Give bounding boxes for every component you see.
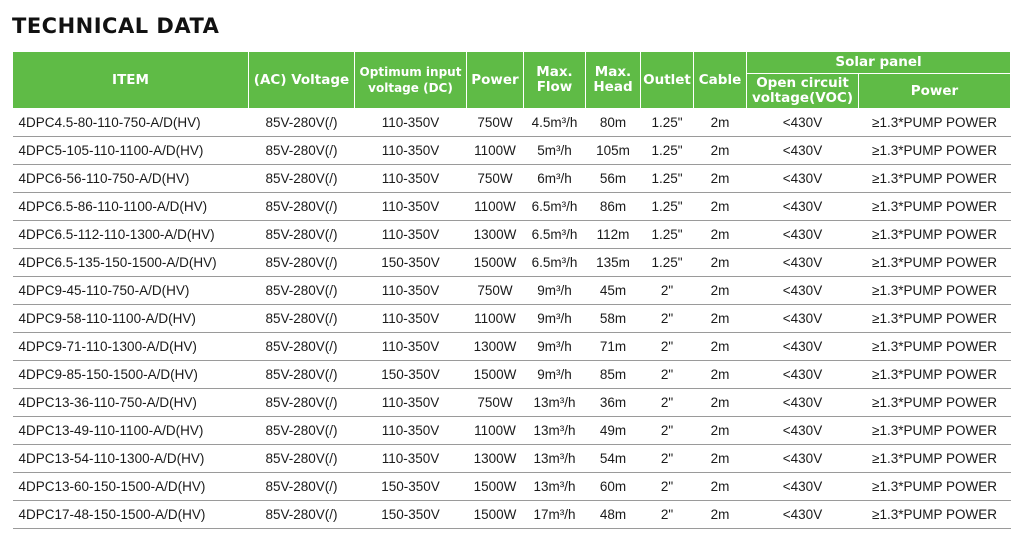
- power-cell: 1300W: [467, 221, 524, 249]
- item-cell: 4DPC9-71-110-1300-A/D(HV): [13, 333, 249, 361]
- max-head-cell: 86m: [586, 193, 641, 221]
- solar-power-cell: ≥1.3*PUMP POWER: [859, 473, 1011, 501]
- open-circuit-voltage-cell: <430V: [747, 501, 859, 529]
- solar-power-cell: ≥1.3*PUMP POWER: [859, 249, 1011, 277]
- max-flow-cell: 9m³/h: [524, 333, 586, 361]
- header-item: ITEM: [13, 52, 249, 109]
- table-body: [13, 109, 1011, 529]
- solar-power-cell: ≥1.3*PUMP POWER: [859, 361, 1011, 389]
- table-row: [13, 193, 1011, 221]
- cable-cell: 2m: [694, 389, 747, 417]
- solar-power-cell: ≥1.3*PUMP POWER: [859, 333, 1011, 361]
- ac-voltage-cell: 85V-280V(/): [249, 305, 355, 333]
- open-circuit-voltage-cell: <430V: [747, 305, 859, 333]
- solar-power-cell: ≥1.3*PUMP POWER: [859, 193, 1011, 221]
- max-head-cell: 105m: [586, 137, 641, 165]
- power-cell: 750W: [467, 109, 524, 137]
- max-flow-cell: 6.5m³/h: [524, 221, 586, 249]
- solar-power-cell: ≥1.3*PUMP POWER: [859, 109, 1011, 137]
- ac-voltage-cell: 85V-280V(/): [249, 361, 355, 389]
- cable-cell: 2m: [694, 417, 747, 445]
- max-flow-cell: 9m³/h: [524, 361, 586, 389]
- table-row: [13, 221, 1011, 249]
- max-flow-cell: 5m³/h: [524, 137, 586, 165]
- power-cell: 1100W: [467, 305, 524, 333]
- table-row: [13, 501, 1011, 529]
- table-row: [13, 109, 1011, 137]
- open-circuit-voltage-cell: <430V: [747, 165, 859, 193]
- optimum-voltage-cell: 110-350V: [355, 137, 467, 165]
- power-cell: 1500W: [467, 501, 524, 529]
- ac-voltage-cell: 85V-280V(/): [249, 165, 355, 193]
- cable-cell: 2m: [694, 305, 747, 333]
- open-circuit-voltage-cell: <430V: [747, 277, 859, 305]
- optimum-voltage-cell: 110-350V: [355, 109, 467, 137]
- header-power: Power: [467, 52, 524, 109]
- open-circuit-voltage-cell: <430V: [747, 445, 859, 473]
- header-max-flow: Max. Flow: [524, 52, 586, 109]
- max-head-cell: 54m: [586, 445, 641, 473]
- cable-cell: 2m: [694, 445, 747, 473]
- power-cell: 750W: [467, 389, 524, 417]
- max-head-cell: 45m: [586, 277, 641, 305]
- table-row: [13, 361, 1011, 389]
- ac-voltage-cell: 85V-280V(/): [249, 445, 355, 473]
- open-circuit-voltage-cell: <430V: [747, 193, 859, 221]
- outlet-cell: 1.25": [641, 137, 694, 165]
- ac-voltage-cell: 85V-280V(/): [249, 137, 355, 165]
- solar-power-cell: ≥1.3*PUMP POWER: [859, 165, 1011, 193]
- outlet-cell: 2": [641, 305, 694, 333]
- power-cell: 750W: [467, 165, 524, 193]
- header-optimum-input-voltage: Optimum input voltage (DC): [355, 52, 467, 109]
- table-row: [13, 277, 1011, 305]
- optimum-voltage-cell: 110-350V: [355, 417, 467, 445]
- optimum-voltage-cell: 110-350V: [355, 193, 467, 221]
- max-flow-cell: 9m³/h: [524, 277, 586, 305]
- outlet-cell: 2": [641, 417, 694, 445]
- optimum-voltage-cell: 110-350V: [355, 389, 467, 417]
- item-cell: 4DPC17-48-150-1500-A/D(HV): [13, 501, 249, 529]
- optimum-voltage-cell: 150-350V: [355, 473, 467, 501]
- table-row: [13, 417, 1011, 445]
- header-max-head: Max. Head: [586, 52, 641, 109]
- power-cell: 1500W: [467, 473, 524, 501]
- outlet-cell: 2": [641, 389, 694, 417]
- table-row: [13, 305, 1011, 333]
- table-row: [13, 445, 1011, 473]
- ac-voltage-cell: 85V-280V(/): [249, 109, 355, 137]
- open-circuit-voltage-cell: <430V: [747, 473, 859, 501]
- max-head-cell: 48m: [586, 501, 641, 529]
- ac-voltage-cell: 85V-280V(/): [249, 221, 355, 249]
- open-circuit-voltage-cell: <430V: [747, 333, 859, 361]
- cable-cell: 2m: [694, 501, 747, 529]
- item-cell: 4DPC6.5-86-110-1100-A/D(HV): [13, 193, 249, 221]
- item-cell: 4DPC13-49-110-1100-A/D(HV): [13, 417, 249, 445]
- item-cell: 4DPC13-60-150-1500-A/D(HV): [13, 473, 249, 501]
- outlet-cell: 2": [641, 501, 694, 529]
- outlet-cell: 1.25": [641, 249, 694, 277]
- solar-power-cell: ≥1.3*PUMP POWER: [859, 445, 1011, 473]
- ac-voltage-cell: 85V-280V(/): [249, 333, 355, 361]
- item-cell: 4DPC13-36-110-750-A/D(HV): [13, 389, 249, 417]
- max-head-cell: 36m: [586, 389, 641, 417]
- open-circuit-voltage-cell: <430V: [747, 249, 859, 277]
- optimum-voltage-cell: 110-350V: [355, 445, 467, 473]
- outlet-cell: 2": [641, 361, 694, 389]
- table-row: [13, 137, 1011, 165]
- open-circuit-voltage-cell: <430V: [747, 389, 859, 417]
- max-flow-cell: 4.5m³/h: [524, 109, 586, 137]
- open-circuit-voltage-cell: <430V: [747, 109, 859, 137]
- max-flow-cell: 6m³/h: [524, 165, 586, 193]
- page-title: TECHNICAL DATA: [12, 14, 220, 38]
- max-head-cell: 49m: [586, 417, 641, 445]
- ac-voltage-cell: 85V-280V(/): [249, 501, 355, 529]
- outlet-cell: 1.25": [641, 193, 694, 221]
- item-cell: 4DPC13-54-110-1300-A/D(HV): [13, 445, 249, 473]
- solar-power-cell: ≥1.3*PUMP POWER: [859, 501, 1011, 529]
- outlet-cell: 1.25": [641, 109, 694, 137]
- table-row: [13, 165, 1011, 193]
- cable-cell: 2m: [694, 165, 747, 193]
- max-head-cell: 58m: [586, 305, 641, 333]
- max-head-cell: 112m: [586, 221, 641, 249]
- power-cell: 750W: [467, 277, 524, 305]
- solar-power-cell: ≥1.3*PUMP POWER: [859, 137, 1011, 165]
- optimum-voltage-cell: 150-350V: [355, 501, 467, 529]
- item-cell: 4DPC4.5-80-110-750-A/D(HV): [13, 109, 249, 137]
- solar-power-cell: ≥1.3*PUMP POWER: [859, 305, 1011, 333]
- max-head-cell: 135m: [586, 249, 641, 277]
- max-flow-cell: 13m³/h: [524, 389, 586, 417]
- max-flow-cell: 13m³/h: [524, 473, 586, 501]
- cable-cell: 2m: [694, 249, 747, 277]
- technical-data-table: [12, 51, 1011, 529]
- max-flow-cell: 6.5m³/h: [524, 193, 586, 221]
- cable-cell: 2m: [694, 221, 747, 249]
- ac-voltage-cell: 85V-280V(/): [249, 473, 355, 501]
- item-cell: 4DPC9-58-110-1100-A/D(HV): [13, 305, 249, 333]
- ac-voltage-cell: 85V-280V(/): [249, 417, 355, 445]
- ac-voltage-cell: 85V-280V(/): [249, 389, 355, 417]
- solar-power-cell: ≥1.3*PUMP POWER: [859, 389, 1011, 417]
- item-cell: 4DPC6.5-112-110-1300-A/D(HV): [13, 221, 249, 249]
- table-row: [13, 249, 1011, 277]
- cable-cell: 2m: [694, 137, 747, 165]
- header-cable: Cable: [694, 52, 747, 109]
- max-flow-cell: 9m³/h: [524, 305, 586, 333]
- header-ac-voltage: (AC) Voltage: [249, 52, 355, 109]
- max-flow-cell: 13m³/h: [524, 417, 586, 445]
- cable-cell: 2m: [694, 109, 747, 137]
- power-cell: 1300W: [467, 445, 524, 473]
- cable-cell: 2m: [694, 361, 747, 389]
- open-circuit-voltage-cell: <430V: [747, 417, 859, 445]
- cable-cell: 2m: [694, 333, 747, 361]
- header-solar-panel: Solar panel: [747, 52, 1011, 74]
- cable-cell: 2m: [694, 473, 747, 501]
- open-circuit-voltage-cell: <430V: [747, 137, 859, 165]
- item-cell: 4DPC5-105-110-1100-A/D(HV): [13, 137, 249, 165]
- ac-voltage-cell: 85V-280V(/): [249, 277, 355, 305]
- solar-power-cell: ≥1.3*PUMP POWER: [859, 277, 1011, 305]
- outlet-cell: 2": [641, 445, 694, 473]
- outlet-cell: 2": [641, 473, 694, 501]
- solar-power-cell: ≥1.3*PUMP POWER: [859, 221, 1011, 249]
- open-circuit-voltage-cell: <430V: [747, 221, 859, 249]
- outlet-cell: 2": [641, 333, 694, 361]
- max-head-cell: 85m: [586, 361, 641, 389]
- item-cell: 4DPC6-56-110-750-A/D(HV): [13, 165, 249, 193]
- solar-power-cell: ≥1.3*PUMP POWER: [859, 417, 1011, 445]
- power-cell: 1500W: [467, 361, 524, 389]
- header-solar-power: Power: [859, 74, 1011, 109]
- max-flow-cell: 6.5m³/h: [524, 249, 586, 277]
- max-head-cell: 71m: [586, 333, 641, 361]
- header-open-circuit-voltage: Open circuit voltage(VOC): [747, 74, 859, 109]
- power-cell: 1100W: [467, 417, 524, 445]
- outlet-cell: 2": [641, 277, 694, 305]
- outlet-cell: 1.25": [641, 221, 694, 249]
- cable-cell: 2m: [694, 277, 747, 305]
- optimum-voltage-cell: 150-350V: [355, 361, 467, 389]
- optimum-voltage-cell: 150-350V: [355, 249, 467, 277]
- table-row: [13, 333, 1011, 361]
- optimum-voltage-cell: 110-350V: [355, 305, 467, 333]
- ac-voltage-cell: 85V-280V(/): [249, 193, 355, 221]
- max-head-cell: 80m: [586, 109, 641, 137]
- table-row: [13, 389, 1011, 417]
- optimum-voltage-cell: 110-350V: [355, 165, 467, 193]
- power-cell: 1300W: [467, 333, 524, 361]
- max-flow-cell: 13m³/h: [524, 445, 586, 473]
- ac-voltage-cell: 85V-280V(/): [249, 249, 355, 277]
- outlet-cell: 1.25": [641, 165, 694, 193]
- power-cell: 1100W: [467, 137, 524, 165]
- optimum-voltage-cell: 110-350V: [355, 333, 467, 361]
- item-cell: 4DPC6.5-135-150-1500-A/D(HV): [13, 249, 249, 277]
- max-head-cell: 60m: [586, 473, 641, 501]
- optimum-voltage-cell: 110-350V: [355, 277, 467, 305]
- cable-cell: 2m: [694, 193, 747, 221]
- open-circuit-voltage-cell: <430V: [747, 361, 859, 389]
- max-flow-cell: 17m³/h: [524, 501, 586, 529]
- power-cell: 1100W: [467, 193, 524, 221]
- item-cell: 4DPC9-45-110-750-A/D(HV): [13, 277, 249, 305]
- table-row: [13, 473, 1011, 501]
- header-outlet: Outlet: [641, 52, 694, 109]
- optimum-voltage-cell: 110-350V: [355, 221, 467, 249]
- item-cell: 4DPC9-85-150-1500-A/D(HV): [13, 361, 249, 389]
- max-head-cell: 56m: [586, 165, 641, 193]
- power-cell: 1500W: [467, 249, 524, 277]
- table-header: [13, 52, 1011, 109]
